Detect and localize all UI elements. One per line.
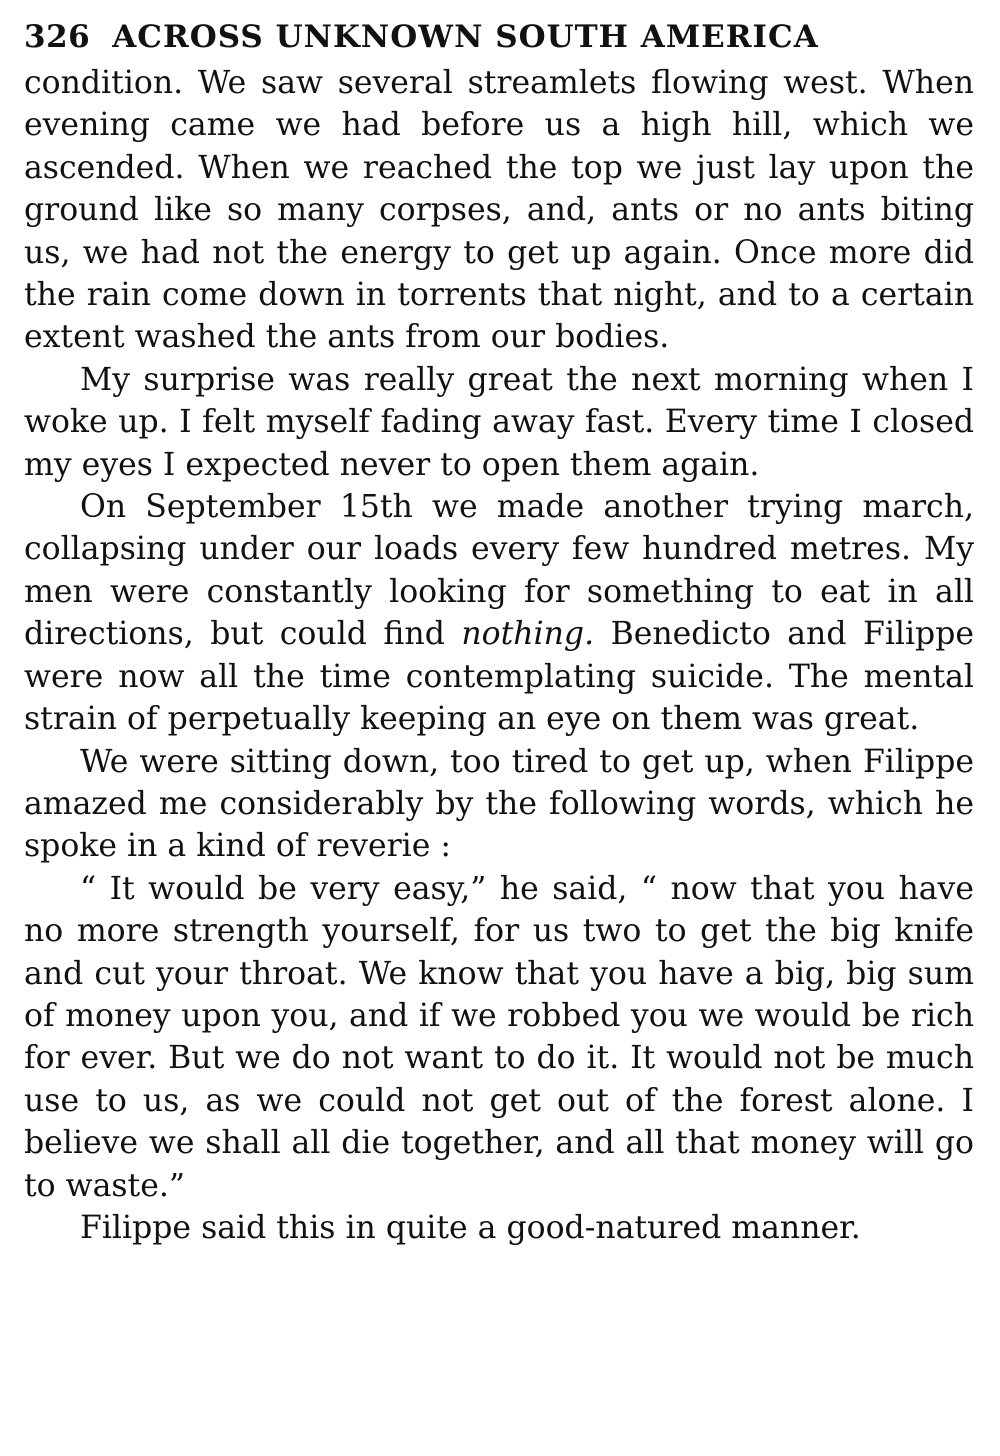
emphasis-nothing: nothing. (461, 616, 595, 653)
paragraph-text-before-emphasis: On September 15th we made another trying march, collapsing under our loads every few hundred metres. My men were constantly looking for something to eat in all directions, but could find (24, 489, 974, 653)
paragraph-filippe-quote: “ It would be very easy,” he said, “ now that you have no more strength yourself, for us two to get the big knife and cut your throat. We know that you have a big, big sum of money upon you, and if we robbed you we would be rich for ever. But we do not want to do it. It would not be much use to us, as we could not get out of the forest alone. I believe we shall all die together, and all that money will go to waste.” (24, 870, 974, 1204)
paragraph-continued: condition. We saw several streamlets flowing west. When evening came we had before us a high hill, which we ascended. When we reached the top we just lay upon the ground like so many corpses, and, ants or no ants biting us, we had not the energy to get up again. Once more did the rain come down in torrents that night, and to a certain extent washed the ants from our bodies. (24, 65, 974, 356)
running-title: ACROSS UNKNOWN SOUTH AMERICA (112, 19, 819, 55)
running-header (24, 12, 974, 62)
paragraph-september-march (24, 486, 974, 740)
page-number: 326 (24, 19, 91, 55)
paragraph-surprise: My surprise was really great the next morning when I woke up. I felt myself fading away fast. Every time I closed my eyes I expected never to open them again. (24, 361, 974, 483)
paragraph-good-natured: Filippe said this in quite a good-natured manner. (80, 1209, 861, 1246)
paragraph-sitting-down: We were sitting down, too tired to get up, when Filippe amazed me considerably by the following words, which he spoke in a kind of reverie : (24, 743, 974, 865)
page-body (24, 62, 974, 1249)
paragraph-text-after-emphasis: Benedicto and Filippe were now all the time contemplating suicide. The mental strain of perpetually keeping an eye on them was great. (24, 616, 975, 738)
book-page (24, 12, 974, 1249)
